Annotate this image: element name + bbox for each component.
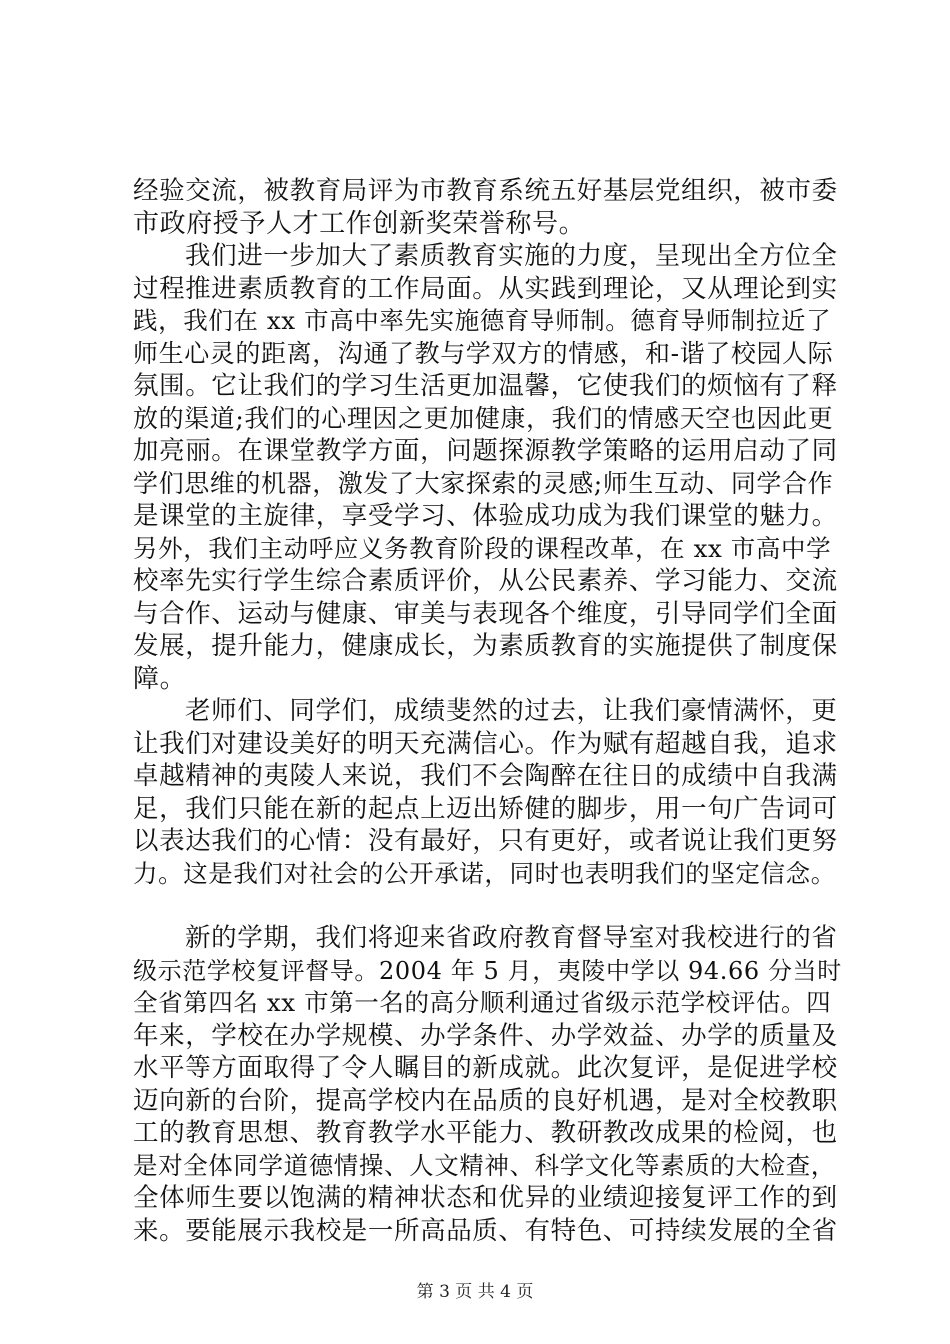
text-line: 以表达我们的心情：没有最好，只有更好，或者说让我们更努	[133, 826, 838, 856]
page-number: 第 3 页 共 4 页	[416, 1282, 534, 1302]
text-line: 障。	[133, 663, 187, 694]
text-line: 放的渠道;我们的心理因之更加健康，我们的情感天空也因此更	[133, 403, 834, 433]
text-line: 卓越精神的夷陵人来说，我们不会陶醉在往日的成绩中自我满	[133, 761, 838, 791]
text-line: 全体师生要以饱满的精神状态和优异的业绩迎接复评工作的到	[133, 1183, 838, 1213]
text-line: 年来，学校在办学规模、办学条件、办学效益、办学的质量及	[133, 1020, 838, 1051]
paragraph-1	[133, 175, 843, 240]
text-line: 与合作、运动与健康、审美与表现各个维度，引导同学们全面	[133, 598, 838, 629]
text-line: 另外，我们主动呼应义务教育阶段的课程改革，在 xx 市高中学	[133, 533, 832, 563]
text-line: 校率先实行学生综合素质评价，从公民素养、学习能力、交流	[133, 566, 838, 596]
text-line: 水平等方面取得了令人瞩目的新成就。此次复评，是促进学校	[133, 1053, 838, 1083]
paragraph-4	[133, 922, 843, 1247]
text-line: 学们思维的机器，激发了大家探索的灵感;师生互动、同学合作	[133, 468, 834, 498]
text-line: 过程推进素质教育的工作局面。从实践到理论，又从理论到实	[133, 273, 838, 304]
page-footer	[0, 1277, 950, 1302]
text-line: 是课堂的主旋律，享受学习、体验成功成为我们课堂的魅力。	[133, 501, 838, 531]
text-line: 老师们、同学们，成绩斐然的过去，让我们豪情满怀，更	[185, 696, 838, 726]
text-line: 全省第四名 xx 市第一名的高分顺利通过省级示范学校评估。四	[133, 988, 832, 1017]
text-line: 氛围。它让我们的学习生活更加温馨，它使我们的烦恼有了释	[133, 371, 838, 401]
paragraph-2	[133, 240, 843, 695]
text-line: 来。要能展示我校是一所高品质、有特色、可持续发展的全省	[133, 1215, 838, 1246]
text-line: 是对全体同学道德情操、人文精神、科学文化等素质的大检查，	[133, 1150, 836, 1180]
text-line: 级示范学校复评督导。2004 年 5 月，夷陵中学以 94.66 分当时	[133, 956, 842, 985]
text-line: 师生心灵的距离，沟通了教与学双方的情感，和-谐了校园人际	[133, 338, 834, 368]
text-line: 让我们对建设美好的明天充满信心。作为赋有超越自我，追求	[133, 728, 838, 759]
text-line: 工的教育思想、教育教学水平能力、教研教改成果的检阅，也	[133, 1118, 838, 1148]
text-line: 践，我们在 xx 市高中率先实施德育导师制。德育导师制拉近了	[133, 306, 832, 335]
text-line: 我们进一步加大了素质教育实施的力度，呈现出全方位全	[185, 241, 838, 271]
paragraph-3	[133, 695, 843, 890]
text-line: 市政府授予人才工作创新奖荣誉称号。	[133, 208, 586, 239]
text-line: 加亮丽。在课堂教学方面，问题探源教学策略的运用启动了同	[133, 436, 838, 466]
paragraph-spacer	[133, 890, 843, 922]
text-line: 迈向新的台阶，提高学校内在品质的良好机遇，是对全校教职	[133, 1085, 838, 1116]
text-line: 发展，提升能力，健康成长，为素质教育的实施提供了制度保	[133, 631, 838, 661]
text-line: 经验交流，被教育局评为市教育系统五好基层党组织，被市委	[133, 176, 838, 206]
text-line: 足，我们只能在新的起点上迈出矫健的脚步，用一句广告词可	[133, 793, 838, 824]
document-body	[133, 175, 843, 1247]
text-line: 新的学期，我们将迎来省政府教育督导室对我校进行的省	[185, 923, 838, 953]
text-line: 力。这是我们对社会的公开承诺，同时也表明我们的坚定信念。	[133, 858, 836, 888]
